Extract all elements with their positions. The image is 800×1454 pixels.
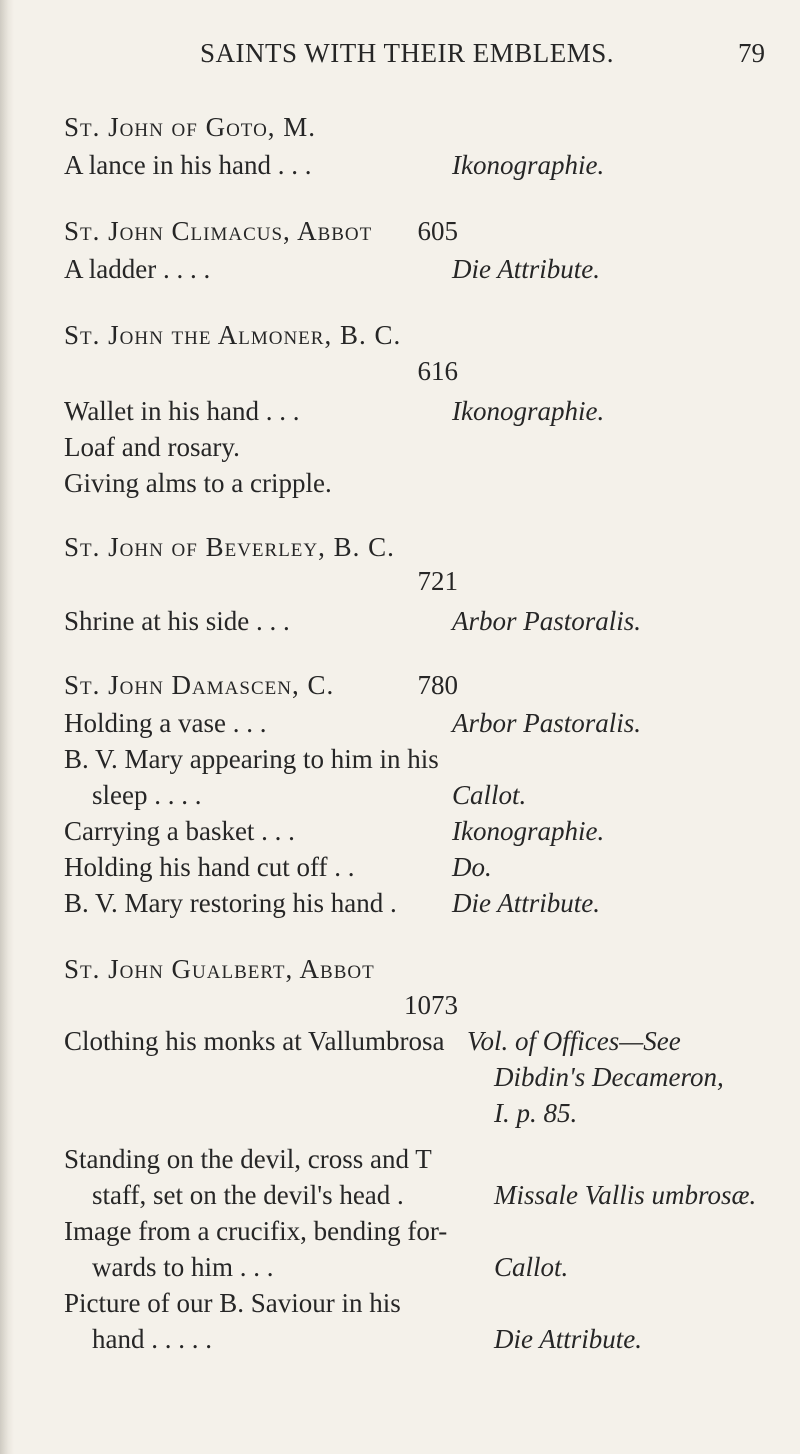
entry-line: Holding a vase . . . xyxy=(64,708,267,738)
entry-line: sleep . . . . xyxy=(92,780,202,810)
entry-source: Die Attribute. xyxy=(452,254,600,284)
entry-heading: St. John of Goto, M. xyxy=(64,112,317,142)
entry-source: Ikonographie. xyxy=(452,816,605,846)
entry-line: Standing on the devil, cross and T xyxy=(64,1144,432,1174)
page-number: 79 xyxy=(738,38,765,68)
entry-source: Vol. of Offices—See xyxy=(467,1026,681,1056)
running-head: SAINTS WITH THEIR EMBLEMS. xyxy=(200,38,615,68)
entry-year: 721 xyxy=(417,566,458,596)
entry-source: Ikonographie. xyxy=(452,396,605,426)
entry-line: B. V. Mary appearing to him in his xyxy=(64,744,439,774)
entry-line: B. V. Mary restoring his hand . xyxy=(64,888,397,918)
entry-year: 1073 xyxy=(404,990,458,1020)
entry-year: 780 xyxy=(417,670,458,700)
entry-heading: St. John Gualbert, Abbot xyxy=(64,954,375,984)
entry-year: 616 xyxy=(417,356,458,386)
entry-line: wards to him . . . xyxy=(92,1252,274,1282)
entry-heading: St. John Damascen, C. xyxy=(64,670,335,700)
entry-source: Die Attribute. xyxy=(494,1324,642,1354)
entry-heading: St. John the Almoner, B. C. xyxy=(64,320,402,350)
entry-line: hand . . . . . xyxy=(92,1324,212,1354)
entry-line: A lance in his hand . . . xyxy=(64,150,312,180)
entry-source: Die Attribute. xyxy=(452,888,600,918)
entry-line: Shrine at his side . . . xyxy=(64,606,290,636)
entry-line: staff, set on the devil's head . xyxy=(92,1180,404,1210)
entry-line: Image from a crucifix, bending for- xyxy=(64,1216,448,1246)
entry-line: Picture of our B. Saviour in his xyxy=(64,1288,401,1318)
entry-line: A ladder . . . . xyxy=(64,254,211,284)
entry-source: Callot. xyxy=(494,1252,569,1282)
entry-source: I. p. 85. xyxy=(494,1098,578,1128)
entry-source: Missale Vallis umbrosæ. xyxy=(494,1180,757,1210)
entry-heading: St. John Climacus, Abbot xyxy=(64,216,373,246)
entry-source: Do. xyxy=(452,852,492,882)
entry-line: Carrying a basket . . . xyxy=(64,816,295,846)
entry-line: Loaf and rosary. xyxy=(64,432,240,462)
entry-heading: St. John of Beverley, B. C. xyxy=(64,532,395,562)
entry-source: Arbor Pastoralis. xyxy=(452,708,642,738)
page-binding-edge xyxy=(0,0,14,1454)
entry-line: Giving alms to a cripple. xyxy=(64,468,332,498)
entry-year: 605 xyxy=(417,216,458,246)
entry-line: Wallet in his hand . . . xyxy=(64,396,300,426)
entry-source: Ikonographie. xyxy=(452,150,605,180)
entry-line: Holding his hand cut off . . xyxy=(64,852,355,882)
entry-source: Arbor Pastoralis. xyxy=(452,606,642,636)
entry-source: Dibdin's Decameron, xyxy=(494,1062,724,1092)
entry-source: Callot. xyxy=(452,780,527,810)
entry-line: Clothing his monks at Vallumbrosa xyxy=(64,1026,445,1056)
